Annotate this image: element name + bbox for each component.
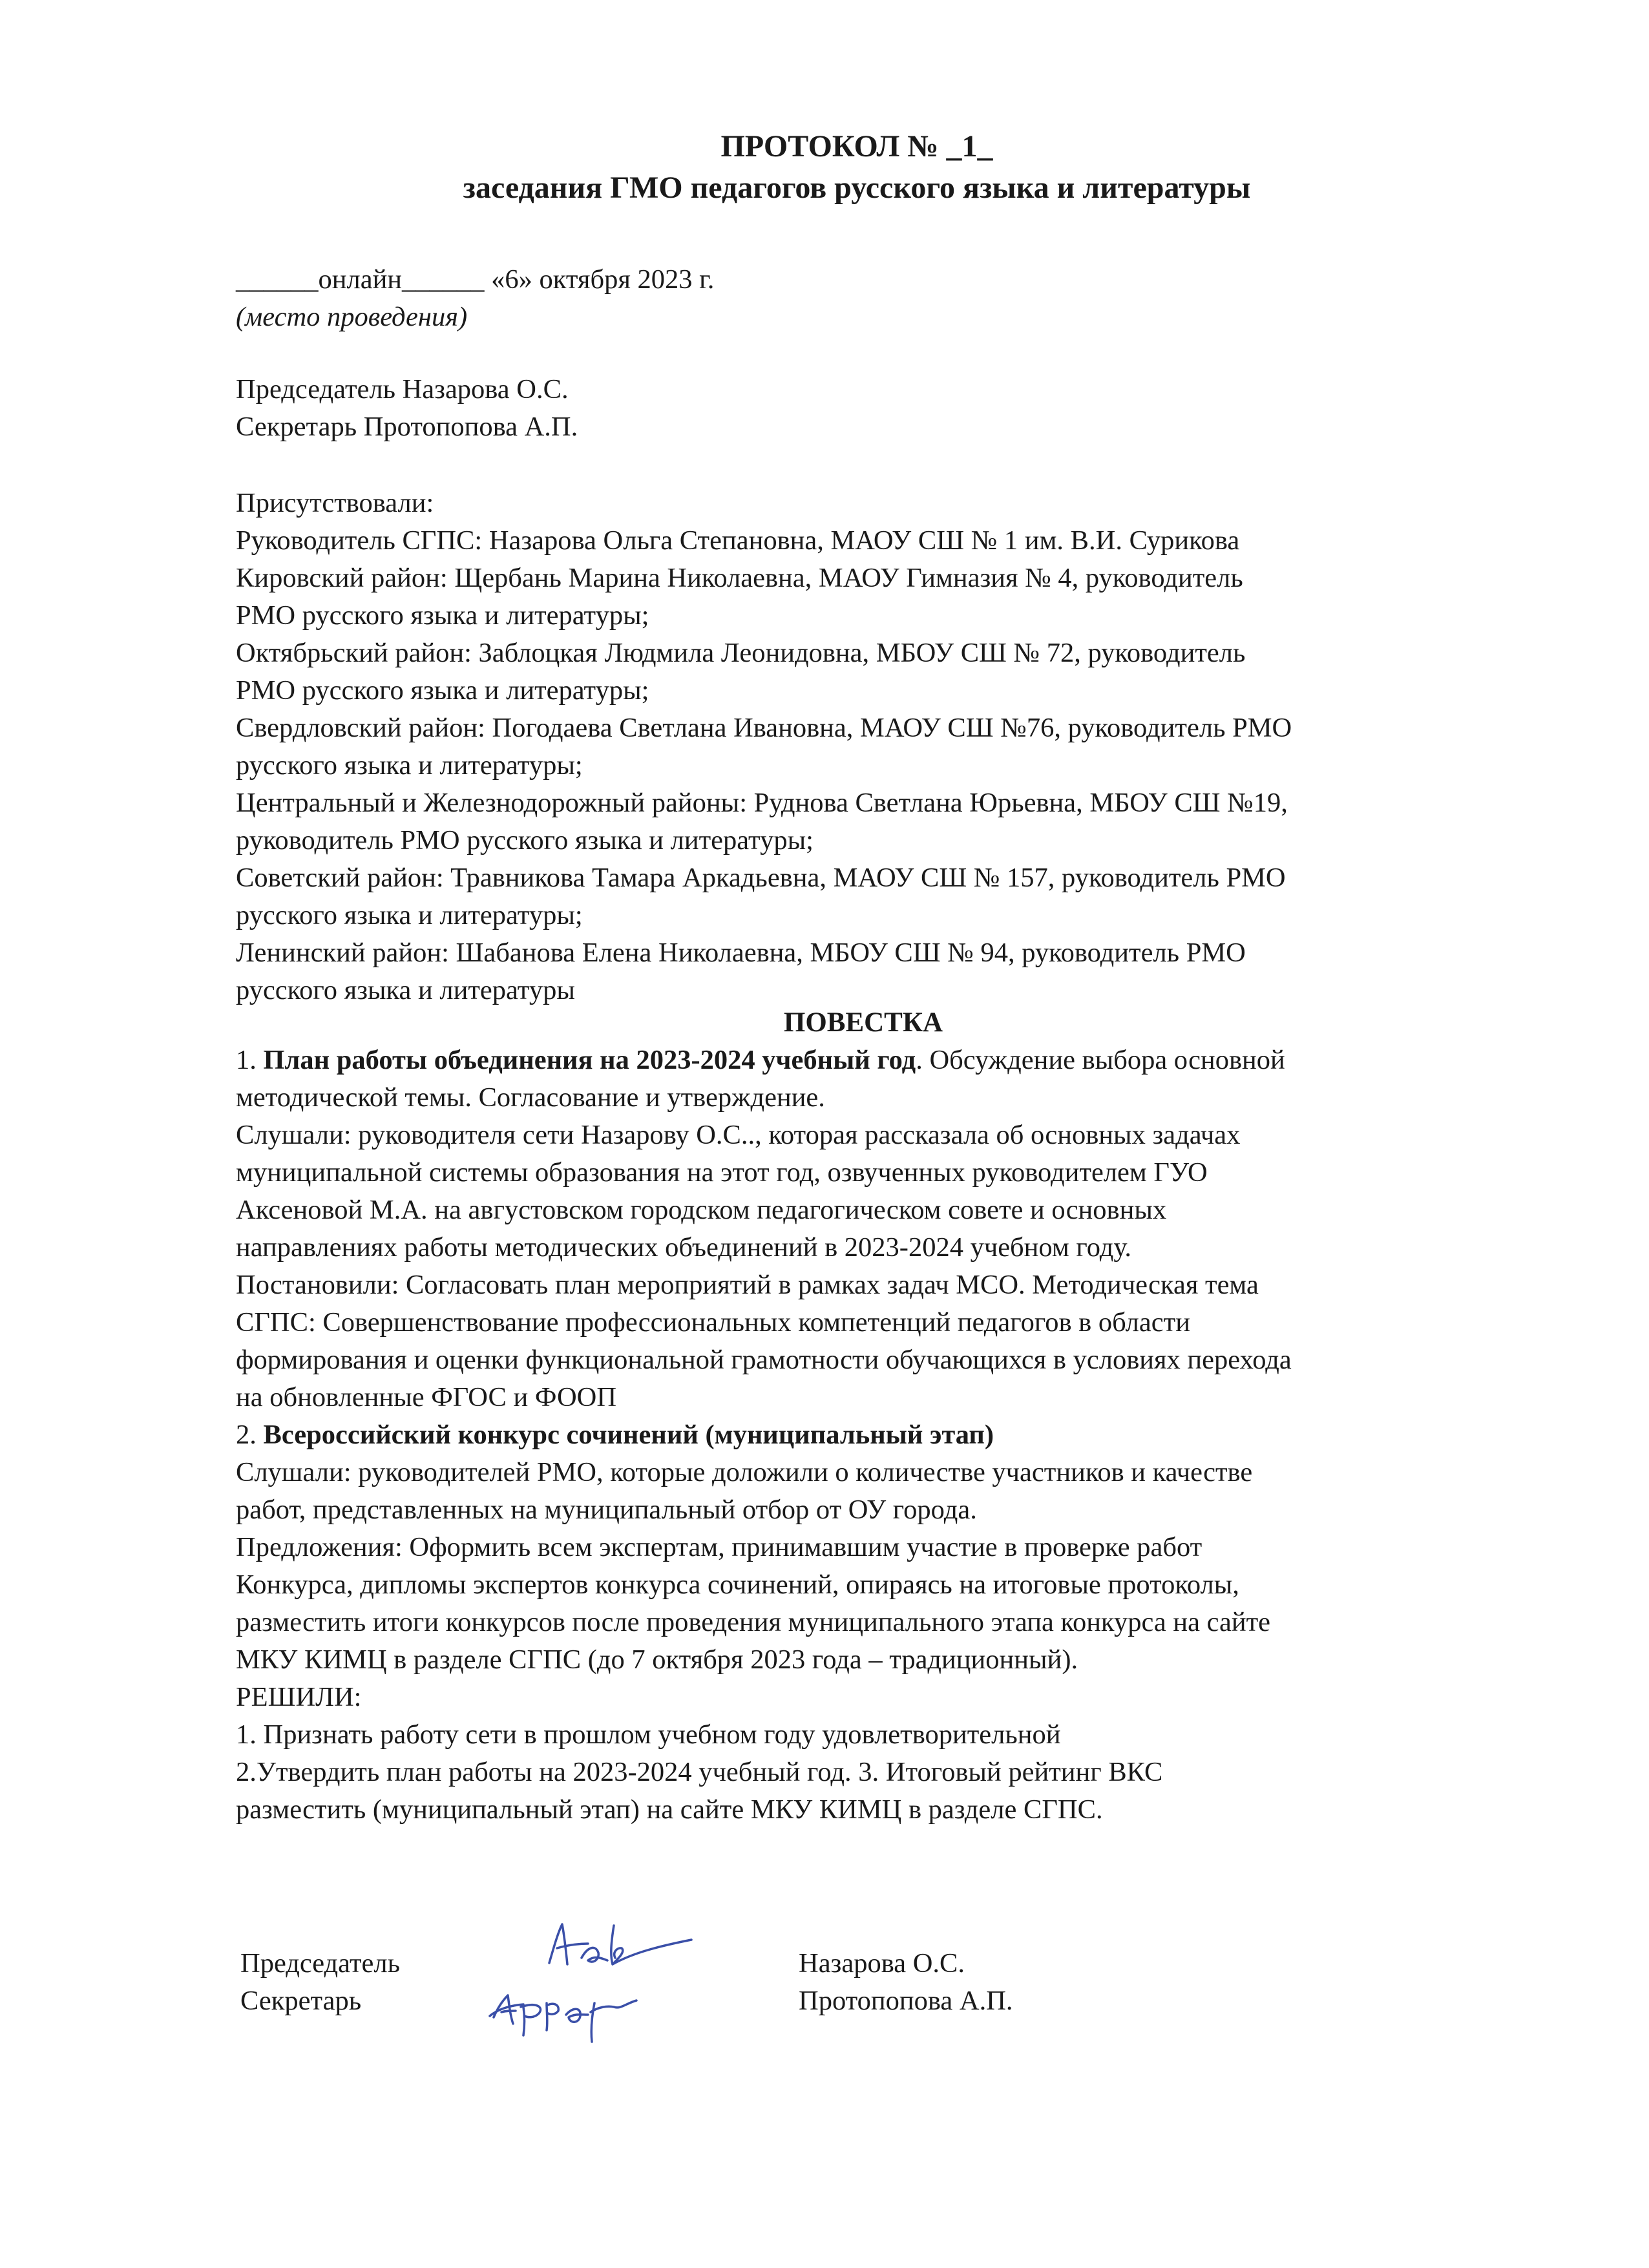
agenda-heading: ПОВЕСТКА bbox=[783, 1007, 943, 1038]
proposal-line: разместить итоги конкурсов после проведения муниципального этапа конкурса на сайте bbox=[236, 1607, 1271, 1637]
attendee-line: Октябрьский район: Заблоцкая Людмила Леонидовна, МБОУ СШ № 72, руководитель bbox=[236, 638, 1246, 668]
heard-line: Слушали: руководителя сети Назарову О.С.., которая рассказала об основных задачах bbox=[236, 1120, 1241, 1150]
attendees-heading: Присутствовали: bbox=[236, 488, 434, 518]
agenda-item-number: 1. bbox=[236, 1045, 264, 1075]
meta-block bbox=[236, 261, 1502, 336]
place-date-line: ______онлайн______ «6» октября 2023 г. bbox=[236, 264, 715, 295]
decisions-heading: РЕШИЛИ: bbox=[236, 1682, 362, 1712]
secretary-signature bbox=[485, 1977, 653, 2048]
proposal-line: МКУ КИМЦ в разделе СГПС (до 7 октября 2023 года – традиционный). bbox=[236, 1644, 1078, 1675]
agenda-block bbox=[236, 1042, 1502, 1829]
document-subtitle: заседания ГМО педагогов русского языка и литературы bbox=[463, 171, 1251, 205]
attendee-line: Центральный и Железнодорожный районы: Руднова Светлана Юрьевна, МБОУ СШ №19, bbox=[236, 788, 1288, 818]
attendee-line: Свердловский район: Погодаева Светлана Ивановна, МАОУ СШ №76, руководитель РМО bbox=[236, 713, 1292, 743]
attendee-line: русского языка и литературы; bbox=[236, 900, 583, 930]
attendees-block bbox=[236, 485, 1502, 1009]
agenda-item-line: методической темы. Согласование и утверждение. bbox=[236, 1082, 825, 1113]
chairman-line: Председатель Назарова О.С. bbox=[236, 374, 569, 404]
proposal-line: Конкурса, дипломы экспертов конкурса сочинений, опираясь на итоговые протоколы, bbox=[236, 1570, 1239, 1600]
attendee-line: Советский район: Травникова Тамара Аркадьевна, МАОУ СШ № 157, руководитель РМО bbox=[236, 863, 1286, 893]
heard-line: муниципальной системы образования на этот год, озвученных руководителем ГУО bbox=[236, 1157, 1208, 1188]
heard-line: работ, представленных на муниципальный отбор от ОУ города. bbox=[236, 1495, 977, 1525]
attendee-line: Кировский район: Щербань Марина Николаевна, МАОУ Гимназия № 4, руководитель bbox=[236, 563, 1243, 593]
secretary-name: Протопопова А.П. bbox=[799, 1986, 1013, 2016]
secretary-sign-label: Секретарь bbox=[240, 1986, 362, 2016]
attendee-line: руководитель РМО русского языка и литературы; bbox=[236, 825, 814, 856]
heard-line: направлениях работы методических объединений в 2023-2024 учебном году. bbox=[236, 1232, 1132, 1263]
proposal-line: Предложения: Оформить всем экспертам, принимавшим участие в проверке работ bbox=[236, 1532, 1203, 1562]
attendee-line: русского языка и литературы bbox=[236, 975, 575, 1005]
resolved-line: СГПС: Совершенствование профессиональных компетенций педагогов в области bbox=[236, 1307, 1190, 1338]
agenda-item-1 bbox=[236, 1042, 1502, 1079]
heard-line: Аксеновой М.А. на августовском городском педагогическом совете и основных bbox=[236, 1195, 1167, 1225]
decision-line: 1. Признать работу сети в прошлом учебном году удовлетворительной bbox=[236, 1719, 1061, 1750]
chairman-signature bbox=[543, 1913, 698, 1984]
secretary-line: Секретарь Протопопова А.П. bbox=[236, 412, 578, 442]
heard-line: Слушали: руководителей РМО, которые доложили о количестве участников и качестве bbox=[236, 1457, 1253, 1487]
chairman-sign-label: Председатель bbox=[240, 1948, 400, 1979]
agenda-item-number: 2. bbox=[236, 1420, 264, 1450]
attendee-line: РМО русского языка и литературы; bbox=[236, 675, 649, 706]
officers-block bbox=[236, 371, 1502, 446]
document-title: ПРОТОКОЛ № _1_ bbox=[720, 129, 993, 163]
place-caption: (место проведения) bbox=[236, 302, 468, 332]
attendee-line: Ленинский район: Шабанова Елена Николаевна, МБОУ СШ № 94, руководитель РМО bbox=[236, 938, 1246, 968]
agenda-item-2 bbox=[236, 1416, 1502, 1454]
agenda-item-rest: . Обсуждение выбора основной bbox=[916, 1045, 1285, 1075]
agenda-item-title: План работы объединения на 2023-2024 учебный год bbox=[263, 1045, 916, 1075]
attendee-line: Руководитель СГПС: Назарова Ольга Степановна, МАОУ СШ № 1 им. В.И. Сурикова bbox=[236, 525, 1240, 556]
decision-line: разместить (муниципальный этап) на сайте МКУ КИМЦ в разделе СГПС. bbox=[236, 1794, 1103, 1825]
resolved-line: формирования и оценки функциональной грамотности обучающихся в условиях перехода bbox=[236, 1345, 1292, 1375]
attendee-line: русского языка и литературы; bbox=[236, 750, 583, 781]
attendee-line: РМО русского языка и литературы; bbox=[236, 600, 649, 631]
resolved-line: Постановили: Согласовать план мероприятий в рамках задач МСО. Методическая тема bbox=[236, 1270, 1259, 1300]
agenda-item-title: Всероссийский конкурс сочинений (муниципальный этап) bbox=[263, 1420, 994, 1450]
chairman-name: Назарова О.С. bbox=[799, 1948, 965, 1979]
resolved-line: на обновленные ФГОС и ФООП bbox=[236, 1382, 617, 1412]
decision-line: 2.Утвердить план работы на 2023-2024 учебный год. 3. Итоговый рейтинг ВКС bbox=[236, 1757, 1163, 1787]
